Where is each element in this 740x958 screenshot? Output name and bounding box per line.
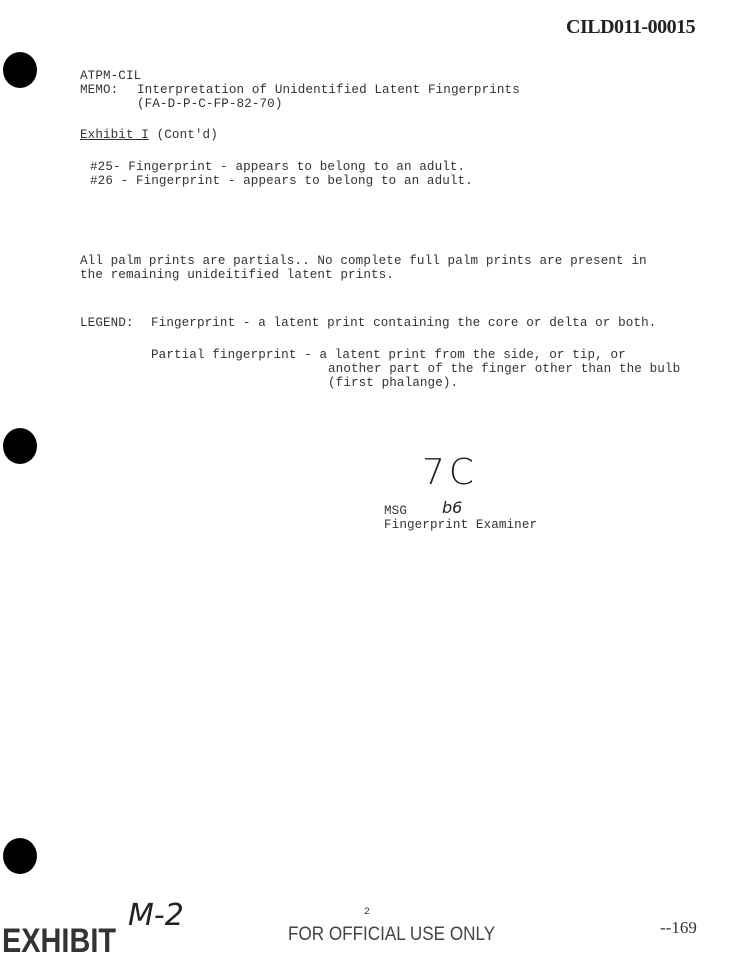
punch-hole	[3, 52, 37, 88]
exhibit-id: M-2	[128, 898, 184, 933]
legend-label: LEGEND:	[80, 316, 134, 330]
list-item: #26 - Fingerprint - appears to belong to an adult.	[90, 174, 473, 188]
office-symbol: ATPM-CIL	[80, 69, 142, 83]
legend-fingerprint: Fingerprint - a latent print containing the core or delta or both.	[151, 316, 657, 330]
list-item: #25- Fingerprint - appears to belong to an adult.	[90, 160, 466, 174]
legend-partial-line: another part of the finger other than the bulb	[328, 362, 681, 376]
signature-title: Fingerprint Examiner	[384, 518, 538, 532]
page-number: 2	[364, 907, 371, 918]
bates-number: --169	[660, 918, 697, 937]
exhibit-suffix: (Cont'd)	[156, 128, 218, 142]
memo-label: MEMO:	[80, 83, 119, 97]
classification-marking: FOR OFFICIAL USE ONLY	[288, 924, 496, 945]
legend-partial-line: (first phalange).	[328, 376, 459, 390]
handwritten-mark: 7C	[422, 452, 479, 493]
exhibit-label: Exhibit I	[80, 128, 149, 142]
signature-initials: MSG	[384, 504, 407, 518]
document-number: CILD011-00015	[566, 16, 696, 38]
palm-paragraph-line: the remaining unideitified latent prints.	[80, 268, 394, 282]
legend-partial-line: Partial fingerprint - a latent print from the side, or tip, or	[151, 348, 626, 362]
memo-reference: (FA-D-P-C-FP-82-70)	[137, 97, 283, 111]
punch-hole	[3, 838, 37, 874]
punch-hole	[3, 428, 37, 464]
memo-subject: Interpretation of Unidentified Latent Fingerprints	[137, 83, 520, 97]
handwritten-code: b6	[442, 498, 463, 517]
exhibit-heading	[80, 128, 218, 142]
palm-paragraph-line: All palm prints are partials.. No complete full palm prints are present in	[80, 254, 647, 268]
exhibit-stamp: EXHIBIT	[2, 922, 117, 958]
